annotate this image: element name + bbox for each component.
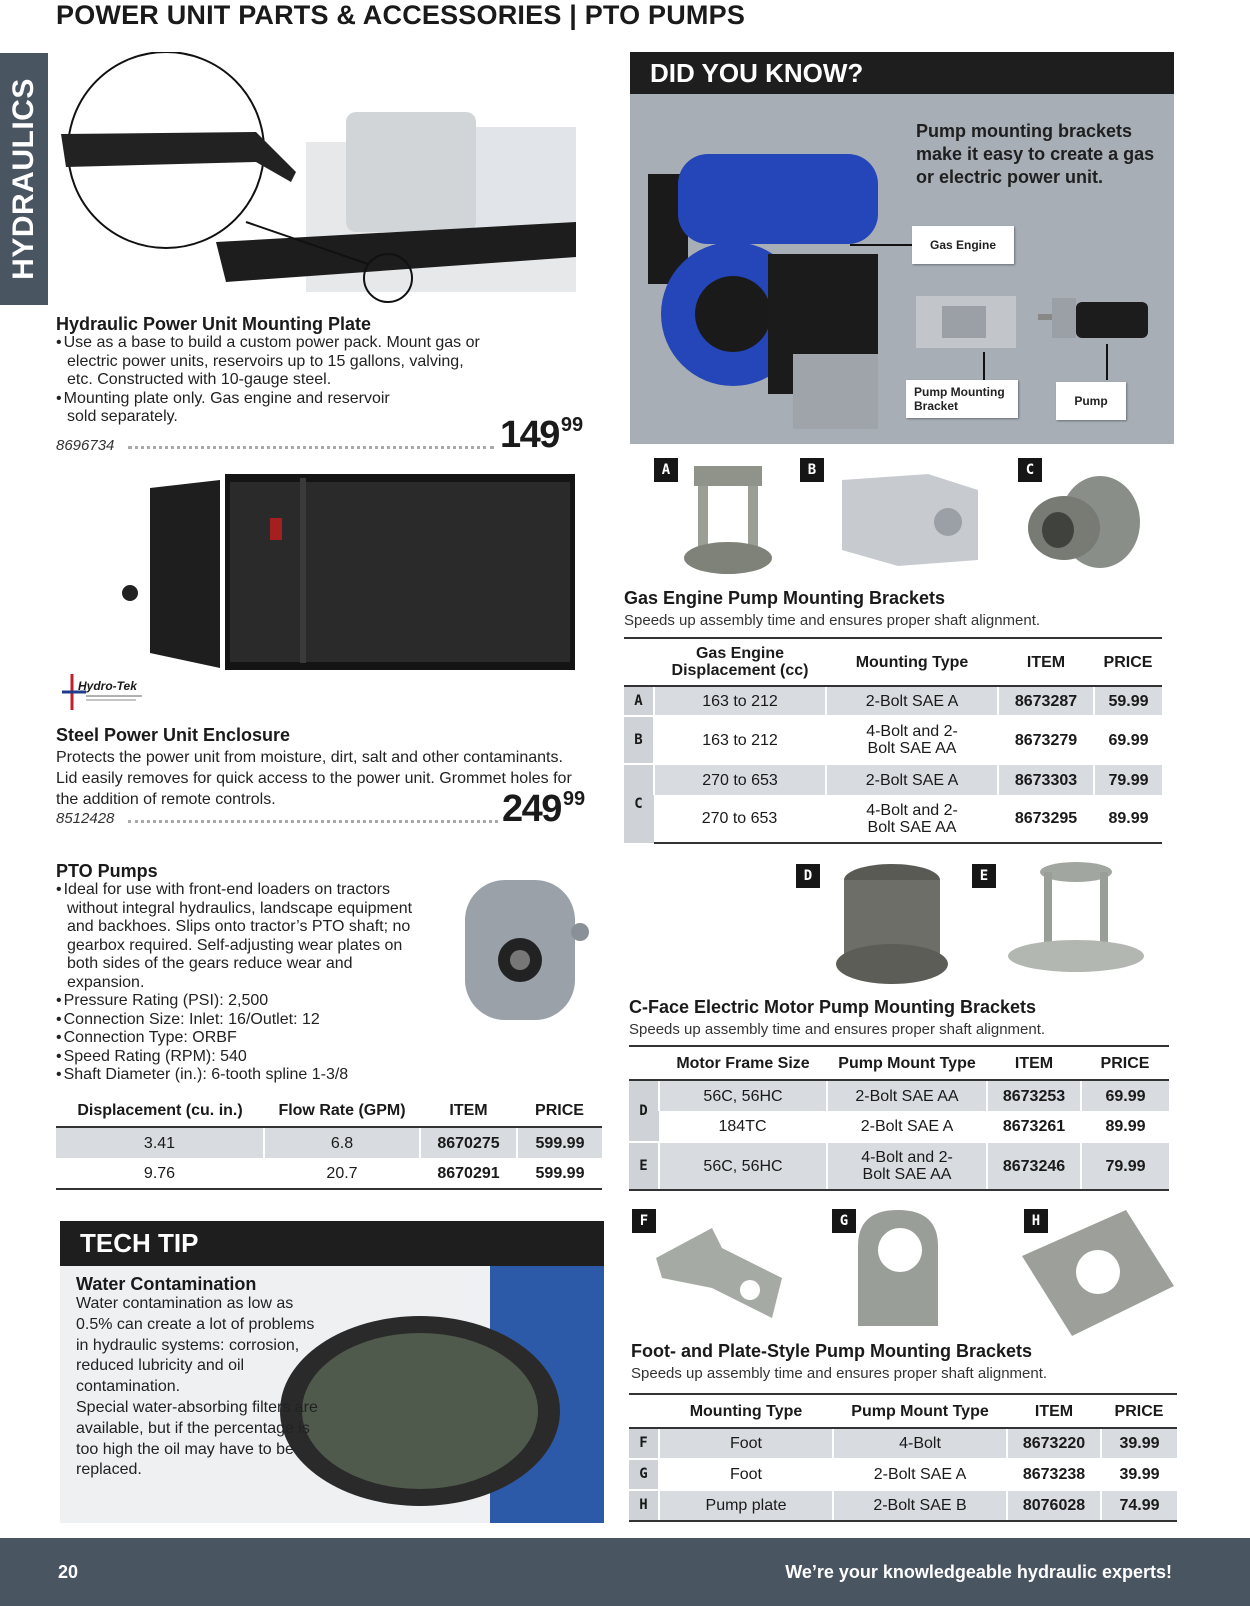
- letter-badge-a: A: [654, 458, 678, 482]
- gas-brackets-cell: 4-Bolt and 2-Bolt SAE AA: [826, 716, 998, 764]
- gas-brackets-cell: 2-Bolt SAE A: [826, 764, 998, 795]
- pto-pump-image: [440, 870, 600, 1030]
- gas-brackets-header: Gas Engine Displacement (cc): [654, 638, 826, 686]
- foot-brackets-row-letter: G: [629, 1459, 659, 1490]
- tech-tip-header: TECH TIP: [60, 1221, 604, 1266]
- pto-bullet: • Shaft Diameter (in.): 6-tooth spline 1-3/8: [56, 1066, 426, 1085]
- side-tab: [0, 53, 48, 305]
- gas-brackets-header-blank: [624, 638, 654, 686]
- letter-badge-b: B: [800, 458, 824, 482]
- mounting-plate-bullet: • Use as a base to build a custom power pack. Mount gas or electric power units, reservoirs up to 15 gallons, valving, etc. Constructed with 10-gauge steel.: [56, 334, 481, 390]
- foot-brackets-header-blank: [629, 1394, 659, 1428]
- foot-brackets-header: PRICE: [1101, 1394, 1177, 1428]
- gas-brackets-cell: 270 to 653: [654, 795, 826, 843]
- foot-brackets-cell: 2-Bolt SAE A: [833, 1459, 1007, 1490]
- pump-label: Pump: [1056, 382, 1126, 420]
- bracket-h-image: [1018, 1206, 1178, 1340]
- cface-brackets-header: Motor Frame Size: [659, 1046, 827, 1080]
- pto-bullet: • Connection Size: Inlet: 16/Outlet: 12: [56, 1011, 426, 1030]
- mounting-plate-sku: 8696734: [56, 437, 115, 454]
- cface-brackets-cell: 4-Bolt and 2-Bolt SAE AA: [827, 1142, 987, 1190]
- cface-brackets-title: C-Face Electric Motor Pump Mounting Brackets: [629, 997, 1037, 1017]
- pto-table-cell: 599.99: [517, 1158, 602, 1189]
- cface-brackets-header: PRICE: [1081, 1046, 1169, 1080]
- cface-brackets-subtitle: Speeds up assembly time and ensures proper shaft alignment.: [629, 1021, 1046, 1038]
- gas-brackets-subtitle: Speeds up assembly time and ensures proper shaft alignment.: [624, 612, 1041, 629]
- pto-table-cell: 9.76: [56, 1158, 264, 1189]
- enclosure-image: [110, 468, 590, 676]
- bracket-e-image: [1004, 862, 1146, 974]
- hydro-tek-logo: [56, 670, 146, 712]
- pto-table-header: PRICE: [517, 1095, 602, 1127]
- pto-bullet: • Ideal for use with front-end loaders on tractors without integral hydraulics, landscape equipment and backhoes. Slips onto tractor’s PTO shaft; no gearbox required. Self-adjusting wear plates on both sides of the gears reduce wear and expansion.: [56, 881, 426, 992]
- tech-tip-text-1: Water contamination as low as 0.5% can create a lot of problems in hydraulic systems: corrosion, reduced lubricity and oil contamination.: [76, 1295, 315, 1396]
- gas-brackets-cell: 2-Bolt SAE A: [826, 686, 998, 716]
- cface-brackets-cell: 184TC: [718, 1117, 767, 1135]
- cface-brackets-cell: 8673261: [987, 1111, 1081, 1142]
- foot-brackets-row-letter: H: [629, 1490, 659, 1521]
- letter-badge-f: F: [632, 1209, 656, 1233]
- pto-table-header: Displacement (cu. in.): [56, 1095, 264, 1127]
- gas-brackets-cell: 4-Bolt and 2-Bolt SAE AA: [826, 795, 998, 843]
- gas-brackets-row-letter: B: [624, 716, 654, 764]
- gas-brackets-cell: 79.99: [1094, 764, 1162, 795]
- foot-brackets-cell: 2-Bolt SAE B: [833, 1490, 1007, 1521]
- did-you-know-text: Pump mounting brackets make it easy to create a gas or electric power unit.: [916, 121, 1155, 187]
- foot-brackets-header: Mounting Type: [659, 1394, 833, 1428]
- foot-brackets-cell: 74.99: [1101, 1490, 1177, 1521]
- foot-brackets-cell: 8673220: [1007, 1428, 1101, 1459]
- did-you-know-header: DID YOU KNOW?: [630, 52, 1174, 94]
- pto-table-cell: 8670291: [420, 1158, 517, 1189]
- mounting-plate-price: [500, 414, 583, 457]
- foot-brackets-cell: Foot: [659, 1459, 833, 1490]
- gas-brackets-cell: 270 to 653: [654, 764, 826, 795]
- gas-engine-image: [638, 154, 898, 434]
- gas-brackets-row-letter: C: [624, 764, 654, 843]
- cface-brackets-row-letter: D: [629, 1080, 659, 1142]
- cface-brackets-cell: 8673246: [987, 1142, 1081, 1190]
- cface-brackets-cell: 79.99: [1081, 1142, 1169, 1190]
- letter-badge-g: G: [832, 1209, 856, 1233]
- pto-table-cell: 599.99: [517, 1127, 602, 1158]
- cface-brackets-cell: 2-Bolt SAE AA: [827, 1080, 987, 1111]
- cface-brackets-cell: 89.99: [1081, 1111, 1169, 1142]
- foot-brackets-header: ITEM: [1007, 1394, 1101, 1428]
- page-footer: [0, 1538, 1250, 1606]
- pto-bullet: • Speed Rating (RPM): 540: [56, 1048, 426, 1067]
- enclosure-description: Protects the power unit from moisture, dirt, salt and other contaminants. Lid easily removes for quick access to the power unit. Grommet holes for the addition of remote controls.: [56, 749, 572, 808]
- foot-brackets-subtitle: Speeds up assembly time and ensures proper shaft alignment.: [631, 1365, 1048, 1382]
- cface-brackets-cell: 69.99: [1081, 1080, 1169, 1111]
- pto-table-header: Flow Rate (GPM): [264, 1095, 420, 1127]
- mounting-plate-leader: [128, 446, 494, 449]
- letter-badge-h: H: [1024, 1209, 1048, 1233]
- pto-table-cell: 3.41: [56, 1127, 264, 1158]
- mounting-plate-image: [56, 52, 590, 304]
- tech-tip-box: [60, 1266, 604, 1523]
- foot-brackets-cell: 39.99: [1101, 1459, 1177, 1490]
- cface-brackets-cell: 2-Bolt SAE A: [827, 1111, 987, 1142]
- gas-brackets-cell: 163 to 212: [654, 686, 826, 716]
- bracket-leader-line: [983, 352, 985, 380]
- engine-leader-line: [850, 244, 912, 246]
- pto-bullets: [56, 881, 426, 1085]
- side-tab-label: HYDRAULICS: [7, 78, 40, 280]
- hydro-tek-logo-text: Hydro-Tek: [78, 679, 137, 693]
- page-title: POWER UNIT PARTS & ACCESSORIES | PTO PUMPS: [56, 0, 746, 30]
- cface-brackets-header: ITEM: [987, 1046, 1081, 1080]
- gas-engine-label: Gas Engine: [912, 226, 1014, 264]
- mounting-plate-price-dollars: 149: [500, 414, 559, 456]
- cface-brackets-header: Pump Mount Type: [827, 1046, 987, 1080]
- bracket-a-image: [680, 462, 776, 578]
- pump-mounting-bracket-image: [912, 290, 1020, 352]
- pto-bullet: • Pressure Rating (PSI): 2,500: [56, 992, 426, 1011]
- tech-tip-text: [76, 1294, 326, 1481]
- foot-brackets-cell: Pump plate: [659, 1490, 833, 1521]
- gas-brackets-cell: 8673279: [998, 716, 1094, 764]
- pump-mounting-bracket-label: Pump Mounting Bracket: [906, 380, 1018, 418]
- letter-badge-c: C: [1018, 458, 1042, 482]
- page-number: 20: [58, 1562, 79, 1582]
- enclosure-price-cents: 99: [562, 788, 586, 810]
- letter-badge-e: E: [972, 864, 996, 888]
- bracket-b-image: [838, 470, 982, 570]
- pto-table-cell: 6.8: [264, 1127, 420, 1158]
- gas-brackets-title: Gas Engine Pump Mounting Brackets: [624, 588, 946, 608]
- foot-brackets-row-letter: F: [629, 1428, 659, 1459]
- cface-brackets-cell: 8673253: [987, 1080, 1081, 1111]
- did-you-know-box: [630, 94, 1174, 444]
- mounting-plate-price-cents: 99: [560, 414, 584, 436]
- foot-brackets-cell: 8076028: [1007, 1490, 1101, 1521]
- gas-brackets-header: ITEM: [998, 638, 1094, 686]
- enclosure-title: Steel Power Unit Enclosure: [56, 725, 291, 745]
- enclosure-price-dollars: 249: [502, 788, 561, 830]
- gas-brackets-row-letter: A: [624, 686, 654, 716]
- gas-brackets-cell: 8673287: [998, 686, 1094, 716]
- enclosure-price: [502, 788, 585, 831]
- gas-brackets-cell: 69.99: [1094, 716, 1162, 764]
- mounting-plate-title: Hydraulic Power Unit Mounting Plate: [56, 314, 372, 334]
- pto-title: PTO Pumps: [56, 861, 158, 881]
- foot-brackets-header: Pump Mount Type: [833, 1394, 1007, 1428]
- cface-brackets-cell: 56C, 56HC: [659, 1080, 827, 1111]
- gas-brackets-table: [624, 637, 1162, 844]
- pump-image: [1038, 294, 1152, 344]
- pto-bullet: • Connection Type: ORBF: [56, 1029, 426, 1048]
- foot-brackets-cell: 39.99: [1101, 1428, 1177, 1459]
- gas-brackets-cell: 59.99: [1094, 686, 1162, 716]
- pump-leader-line: [1106, 344, 1108, 380]
- bracket-g-image: [838, 1206, 960, 1330]
- footer-slogan: We’re your knowledgeable hydraulic experts!: [785, 1562, 1172, 1582]
- gas-brackets-cell: 8673303: [998, 764, 1094, 795]
- mounting-plate-bullets: [56, 334, 481, 427]
- pto-table-cell: 8670275: [420, 1127, 517, 1158]
- foot-brackets-table: [629, 1393, 1177, 1522]
- letter-badge-d: D: [796, 864, 820, 888]
- foot-brackets-cell: 8673238: [1007, 1459, 1101, 1490]
- gas-brackets-cell: 8673295: [998, 795, 1094, 843]
- gas-brackets-cell: 89.99: [1094, 795, 1162, 843]
- bracket-c-image: [1020, 474, 1142, 570]
- foot-brackets-cell: Foot: [659, 1428, 833, 1459]
- cface-brackets-table: [629, 1045, 1169, 1191]
- bracket-d-image: [834, 860, 950, 988]
- mounting-plate-bullet: • Mounting plate only. Gas engine and reservoir sold separately.: [56, 390, 481, 427]
- foot-brackets-title: Foot- and Plate-Style Pump Mounting Brackets: [631, 1341, 1033, 1361]
- tech-tip-text-2: Special water-absorbing filters are available, but if the percentage is too high the oil may have to be replaced.: [76, 1398, 318, 1479]
- pto-table: [56, 1095, 602, 1190]
- pto-table-cell: 20.7: [264, 1158, 420, 1189]
- gas-brackets-cell: 163 to 212: [654, 716, 826, 764]
- gas-brackets-header: PRICE: [1094, 638, 1162, 686]
- cface-brackets-header-blank: [629, 1046, 659, 1080]
- enclosure-sku: 8512428: [56, 810, 115, 827]
- foot-brackets-cell: 4-Bolt: [833, 1428, 1007, 1459]
- cface-brackets-row-letter: E: [629, 1142, 659, 1190]
- bracket-f-image: [652, 1208, 792, 1324]
- gas-brackets-header: Mounting Type: [826, 638, 998, 686]
- tech-tip-title: Water Contamination: [76, 1274, 257, 1294]
- cface-brackets-cell: 56C, 56HC: [659, 1142, 827, 1190]
- enclosure-leader: [128, 820, 498, 823]
- pto-table-header: ITEM: [420, 1095, 517, 1127]
